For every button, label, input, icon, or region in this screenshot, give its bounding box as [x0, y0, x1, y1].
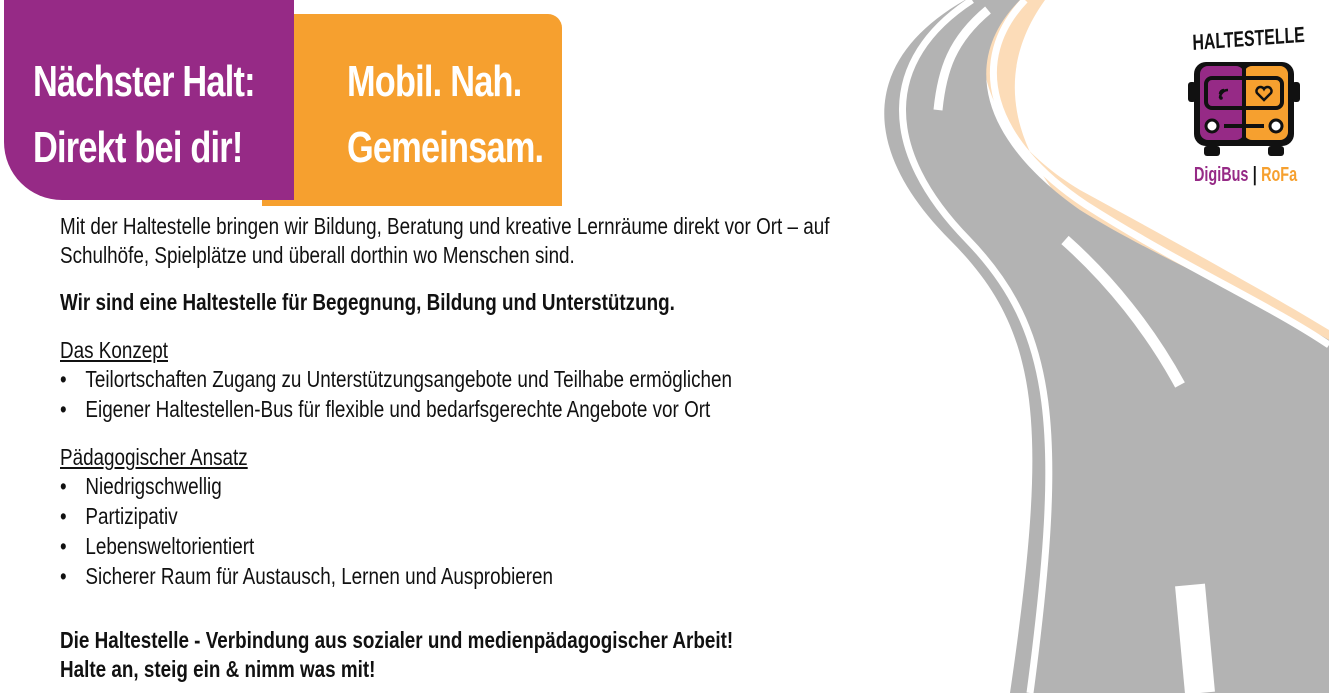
- list-item: • Partizipativ: [60, 502, 553, 532]
- logo-title: HALTESTELLE: [1192, 21, 1306, 55]
- header-left-line2: Direkt bei dir!: [33, 123, 243, 172]
- logo-rofa: RoFa: [1261, 164, 1298, 186]
- logo-digibus: DigiBus: [1194, 164, 1249, 186]
- list-item: • Teilortschaften Zugang zu Unterstützungsangebote und Teilhabe ermöglichen: [60, 365, 732, 395]
- concept-heading: Das Konzept: [60, 337, 168, 363]
- concept-list: [60, 365, 732, 425]
- concept-section: [60, 336, 732, 425]
- pedagogy-list: [60, 472, 553, 592]
- closing-section: [60, 626, 733, 684]
- intro-line2: Schulhöfe, Spielplätze und überall dorthin wo Menschen sind.: [60, 242, 575, 268]
- logo-separator: |: [1252, 164, 1257, 186]
- list-item: • Sicherer Raum für Austausch, Lernen und Ausprobieren: [60, 562, 553, 592]
- header-right-text: [347, 49, 543, 181]
- list-item: • Eigener Haltestellen-Bus für flexible und bedarfsgerechte Angebote vor Ort: [60, 395, 732, 425]
- list-item: • Niedrigschwellig: [60, 472, 553, 502]
- logo-footer: [1194, 164, 1297, 187]
- pedagogy-section: [60, 443, 553, 592]
- bus-icon: [1180, 56, 1310, 166]
- tagline: Wir sind eine Haltestelle für Begegnung, Bildung und Unterstützung.: [60, 289, 675, 315]
- closing-line1: Die Haltestelle - Verbindung aus sozialer und medienpädagogischer Arbeit!: [60, 627, 734, 653]
- header-right-line1: Mobil. Nah.: [347, 57, 522, 106]
- closing-line2: Halte an, steig ein & nimm was mit!: [60, 656, 376, 682]
- haltestelle-logo: [1180, 21, 1310, 196]
- list-item: • Lebensweltorientiert: [60, 532, 553, 562]
- pedagogy-heading: Pädagogischer Ansatz: [60, 444, 248, 470]
- header-left-line1: Nächster Halt:: [33, 57, 255, 106]
- intro-paragraph: [60, 212, 829, 270]
- header-left-text: [33, 49, 255, 181]
- header-right-line2: Gemeinsam.: [347, 123, 544, 172]
- intro-line1: Mit der Haltestelle bringen wir Bildung, Beratung und kreative Lernräume direkt vor Ort – auf: [60, 213, 830, 239]
